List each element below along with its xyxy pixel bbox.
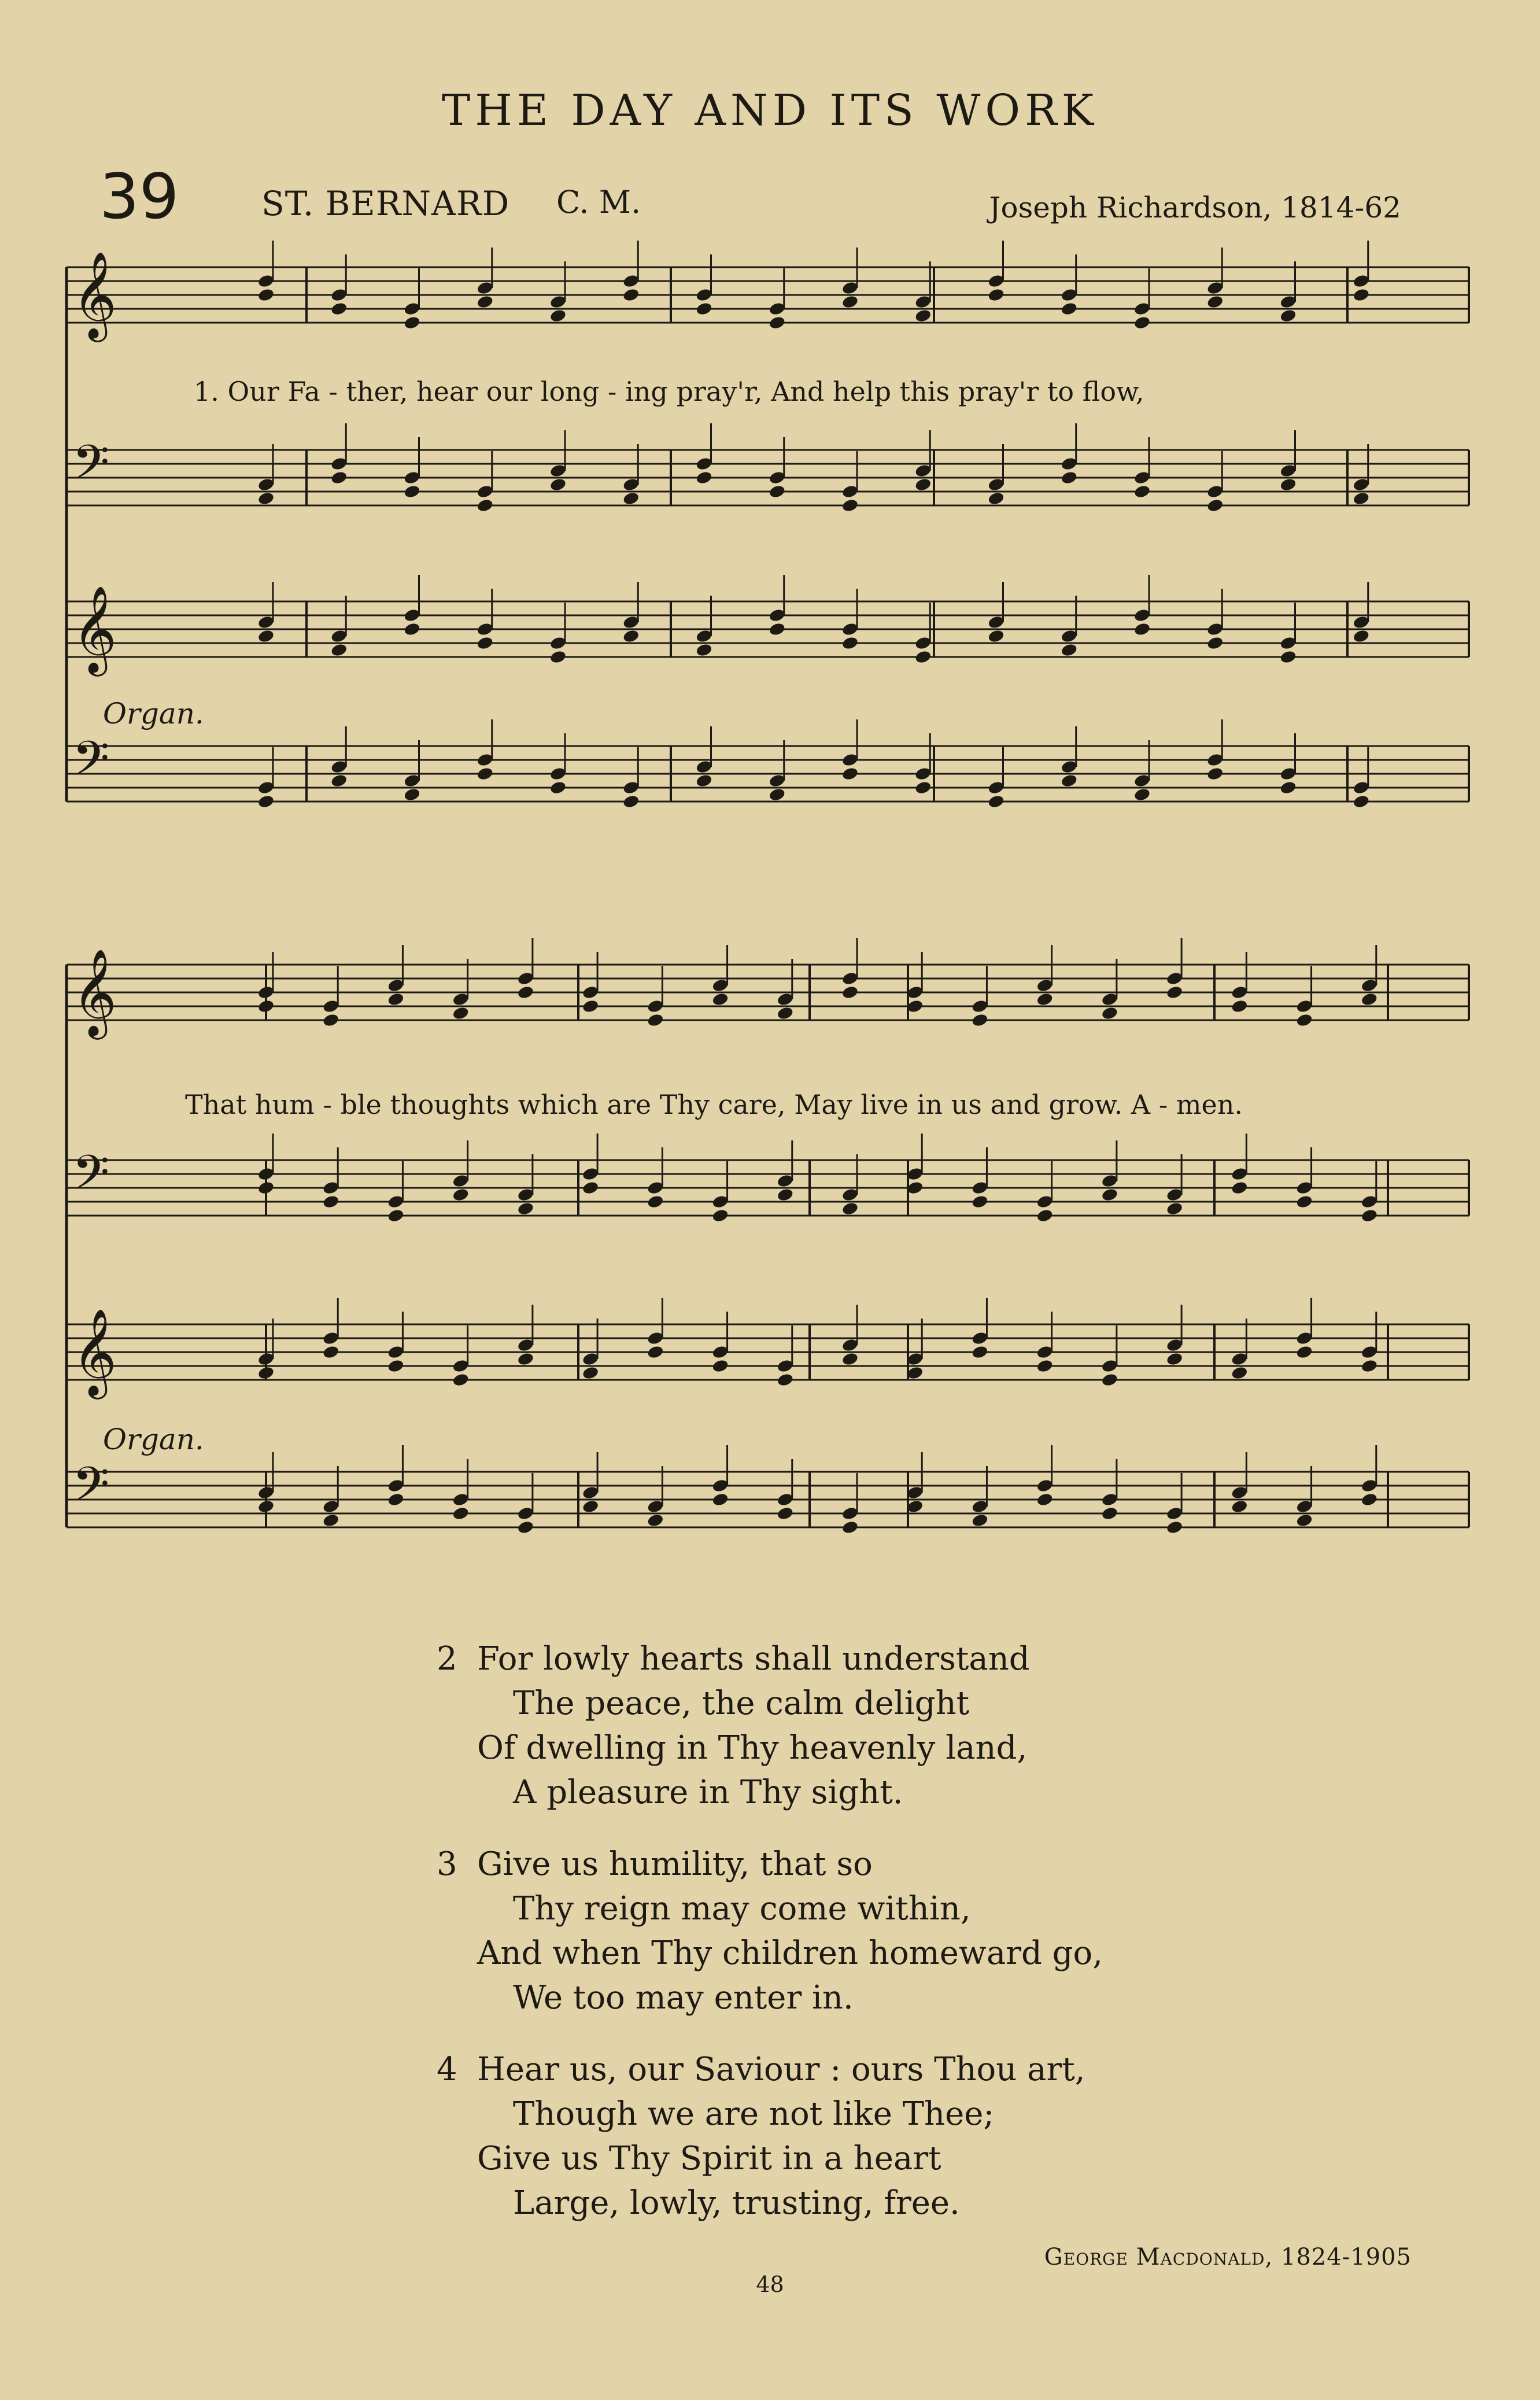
note-head	[403, 622, 421, 637]
note-head	[914, 477, 932, 492]
note-head	[452, 1506, 470, 1521]
note-head	[711, 1358, 729, 1373]
note-head	[647, 1194, 664, 1209]
note-head	[971, 1013, 989, 1028]
note-head	[1279, 477, 1297, 492]
note-head	[711, 1492, 729, 1507]
treble-clef: 𝄞	[72, 250, 117, 338]
note-head	[841, 498, 859, 513]
note-head	[1101, 1506, 1119, 1521]
verse-line: Give us Thy Spirit in a heart	[477, 2140, 941, 2177]
note-head	[1060, 773, 1078, 788]
note-head	[330, 643, 348, 658]
note-head	[322, 1513, 340, 1528]
note-head	[695, 470, 713, 485]
note-head	[257, 794, 275, 809]
bass-clef: 𝄢	[72, 1456, 110, 1524]
note-head	[971, 1345, 989, 1360]
note-head	[1060, 643, 1078, 658]
verse-line: 4 Hear us, our Saviour : ours Thou art,	[437, 2047, 1103, 2092]
note-head	[403, 484, 421, 499]
note-head	[1206, 766, 1224, 781]
clef-signs	[72, 250, 117, 1524]
tune-name: ST. BERNARD	[261, 184, 510, 223]
note-head	[387, 1492, 405, 1507]
note-head	[1060, 470, 1078, 485]
note-head	[1231, 1499, 1249, 1514]
bass-clef: 𝄢	[72, 730, 110, 798]
note-head	[387, 1358, 405, 1373]
note-head	[622, 629, 640, 644]
note-head	[1231, 999, 1249, 1014]
note-head	[1352, 629, 1370, 644]
note-head	[1036, 1492, 1054, 1507]
note-head	[1206, 498, 1224, 513]
note-head	[1101, 1006, 1119, 1021]
note-head	[971, 1194, 989, 1209]
note-head	[476, 498, 494, 513]
verse-line: We too may enter in.	[513, 1979, 854, 2017]
meter: C. M.	[556, 184, 641, 220]
note-head	[1101, 1187, 1119, 1202]
note-head	[1166, 1352, 1184, 1367]
note-head	[1133, 787, 1151, 802]
verse-number: 2	[437, 1640, 457, 1678]
note-head	[1060, 301, 1078, 316]
verse-line: 3 Give us humility, that so	[437, 1842, 1103, 1886]
note-head	[841, 1520, 859, 1535]
treble-clef: 𝄞	[72, 1308, 117, 1395]
note-head	[711, 992, 729, 1007]
note-head	[622, 491, 640, 506]
note-head	[695, 301, 713, 316]
note-head	[987, 794, 1005, 809]
verse-line: 2 For lowly hearts shall understand	[437, 1637, 1103, 1681]
verses	[437, 1637, 1103, 2253]
note-head	[1133, 315, 1151, 330]
verse-3	[437, 1842, 1103, 2020]
verse-line: Though we are not like Thee;	[513, 2095, 995, 2133]
note-head	[549, 780, 567, 795]
note-head	[387, 1208, 405, 1223]
note-head	[647, 1013, 664, 1028]
bass-clef: 𝄢	[72, 1144, 110, 1212]
staff-lines	[67, 267, 1469, 1527]
note-head	[914, 780, 932, 795]
verse-line: Of dwelling in Thy heavenly land,	[477, 1729, 1028, 1767]
note-head	[257, 287, 275, 302]
note-head	[1295, 1513, 1313, 1528]
note-head	[582, 999, 600, 1014]
note-head	[987, 491, 1005, 506]
verse-line: Large, lowly, trusting, free.	[513, 2184, 960, 2222]
note-head	[257, 999, 275, 1014]
note-head	[1352, 287, 1370, 302]
note-head	[257, 1180, 275, 1195]
note-head	[1360, 1358, 1378, 1373]
author-credit: George Macdonald, 1824-1905	[1044, 2244, 1412, 2270]
note-head	[776, 1006, 794, 1021]
note-head	[322, 1194, 340, 1209]
note-head	[776, 1506, 794, 1521]
note-head	[1360, 1208, 1378, 1223]
note-head	[1360, 992, 1378, 1007]
note-head	[1036, 992, 1054, 1007]
note-head	[1166, 1201, 1184, 1216]
note-head	[1133, 484, 1151, 499]
note-head	[987, 629, 1005, 644]
note-head	[647, 1345, 664, 1360]
verse-line: The peace, the calm delight	[513, 1685, 970, 1722]
note-head	[403, 787, 421, 802]
note-head	[1295, 1345, 1313, 1360]
note-head	[1231, 1180, 1249, 1195]
note-head	[776, 1372, 794, 1387]
note-head	[322, 1013, 340, 1028]
note-head	[1133, 622, 1151, 637]
page-number: 48	[756, 2272, 784, 2297]
bass-clef: 𝄢	[72, 434, 110, 502]
note-head	[768, 315, 786, 330]
note-head	[1279, 780, 1297, 795]
note-head	[768, 622, 786, 637]
note-head	[257, 629, 275, 644]
note-head	[622, 794, 640, 809]
note-head	[330, 773, 348, 788]
lyric-line-2: That hum - ble thoughts which are Thy care, May live in us and grow. A - men.	[185, 1089, 1243, 1120]
note-head	[1352, 794, 1370, 809]
note-head	[452, 1372, 470, 1387]
organ-label: Organ.	[103, 1423, 204, 1456]
note-head	[1295, 1013, 1313, 1028]
note-head	[387, 992, 405, 1007]
note-head	[257, 1365, 275, 1380]
note-head	[711, 1208, 729, 1223]
verse-line: And when Thy children homeward go,	[477, 1934, 1103, 1972]
note-head	[257, 491, 275, 506]
note-head	[1279, 649, 1297, 664]
note-head	[330, 301, 348, 316]
note-head	[452, 1187, 470, 1202]
note-head	[549, 308, 567, 323]
note-head	[403, 315, 421, 330]
verse-2	[437, 1637, 1103, 1815]
note-head	[582, 1180, 600, 1195]
verse-number: 3	[437, 1845, 457, 1883]
note-head	[1036, 1208, 1054, 1223]
treble-clef: 𝄞	[72, 585, 117, 673]
note-head	[322, 1345, 340, 1360]
note-head	[841, 294, 859, 309]
running-head: THE DAY AND ITS WORK	[441, 86, 1099, 135]
note-head	[582, 1499, 600, 1514]
note-head	[549, 649, 567, 664]
note-head	[841, 766, 859, 781]
note-head	[582, 1365, 600, 1380]
note-head	[1360, 1492, 1378, 1507]
note-head	[768, 484, 786, 499]
note-head	[517, 1520, 535, 1535]
note-head	[257, 1499, 275, 1514]
note-head	[841, 985, 859, 1000]
note-head	[695, 643, 713, 658]
note-head	[987, 287, 1005, 302]
organ-label: Organ.	[103, 697, 204, 730]
note-head	[841, 1201, 859, 1216]
note-head	[647, 1513, 664, 1528]
note-head	[841, 636, 859, 651]
verse-number: 4	[437, 2051, 457, 2088]
note-head	[914, 308, 932, 323]
note-head	[1352, 491, 1370, 506]
note-head	[622, 287, 640, 302]
verse-line: A pleasure in Thy sight.	[513, 1774, 903, 1811]
treble-clef: 𝄞	[72, 948, 117, 1036]
note-head	[1166, 985, 1184, 1000]
lyric-line-1: 1. Our Fa - ther, hear our long - ing pray'r, And help this pray'r to flow,	[194, 376, 1144, 407]
hymn-number: 39	[99, 161, 179, 233]
note-heads	[257, 241, 1378, 1535]
note-head	[476, 766, 494, 781]
note-head	[517, 985, 535, 1000]
note-head	[914, 649, 932, 664]
note-head	[1036, 1358, 1054, 1373]
note-head	[1101, 1372, 1119, 1387]
note-head	[695, 773, 713, 788]
note-head	[476, 636, 494, 651]
note-head	[971, 1513, 989, 1528]
note-head	[452, 1006, 470, 1021]
note-head	[1206, 294, 1224, 309]
note-head	[841, 1352, 859, 1367]
note-head	[517, 1352, 535, 1367]
note-head	[1279, 308, 1297, 323]
verse-line: Thy reign may come within,	[513, 1890, 971, 1928]
note-head	[1295, 1194, 1313, 1209]
note-head	[1231, 1365, 1249, 1380]
note-head	[330, 470, 348, 485]
note-head	[549, 477, 567, 492]
note-head	[476, 294, 494, 309]
note-head	[1206, 636, 1224, 651]
note-head	[1166, 1520, 1184, 1535]
verse-4	[437, 2047, 1103, 2225]
composer-credit: Joseph Richardson, 1814-62	[989, 191, 1401, 224]
note-head	[517, 1201, 535, 1216]
note-head	[776, 1187, 794, 1202]
note-head	[768, 787, 786, 802]
